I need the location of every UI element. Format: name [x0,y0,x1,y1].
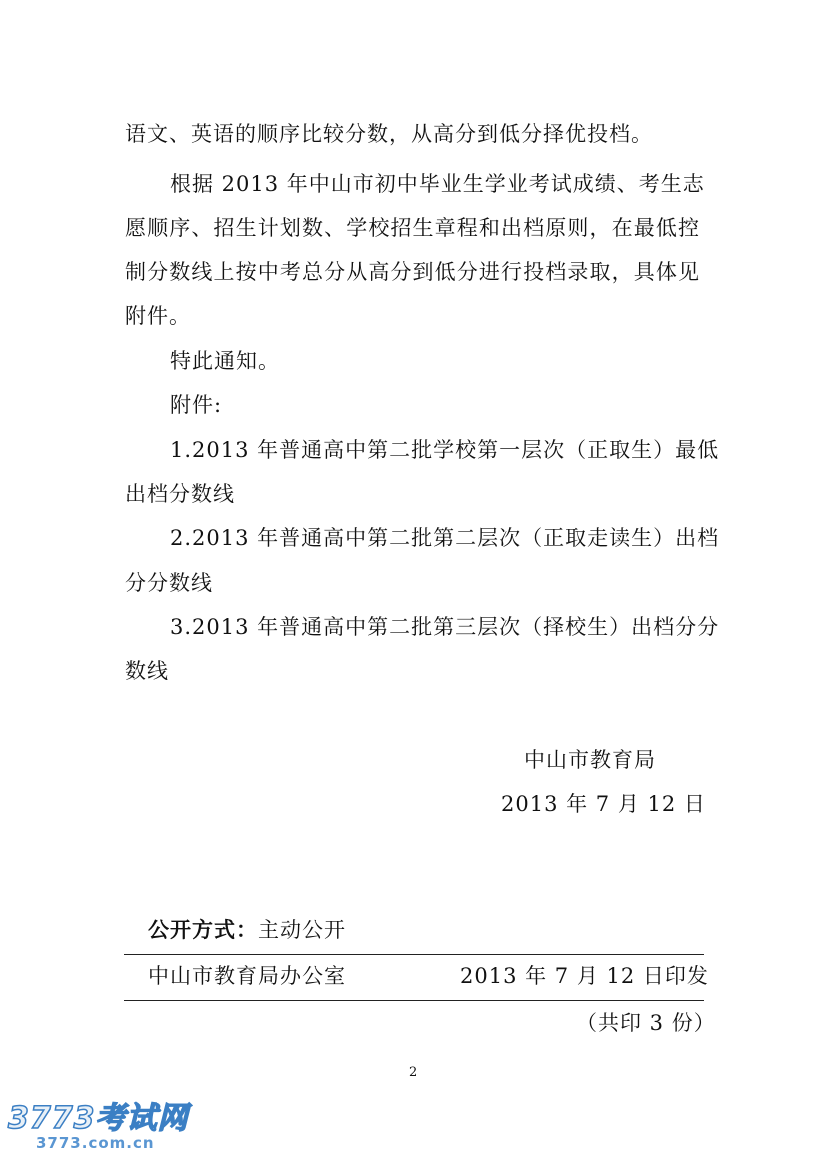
footer-divider-bottom [124,1000,704,1001]
attachment-item-continued: 出档分数线 [125,482,235,506]
disclosure-method [148,920,346,941]
paragraph-line: 根据 2013 年中山市初中毕业生学业考试成绩、考生志 [170,172,705,196]
page-number: 2 [409,1065,418,1080]
paragraph-line: 附件。 [125,304,191,328]
paragraph-line: 愿顺序、招生计划数、学校招生章程和出档原则，在最低控 [125,216,700,240]
footer-copies: （共印 3 份） [576,1011,716,1035]
watermark-url: 3773.com.cn [36,1134,155,1152]
attachment-heading: 附件: [170,393,223,417]
issue-date: 2013 年 7 月 12 日 [501,792,706,816]
paragraph-line: 制分数线上按中考总分从高分到低分进行投档录取，具体见 [125,260,700,284]
issuing-organization: 中山市教育局 [524,748,656,772]
attachment-item: 3.2013 年普通高中第二批第三层次（择校生）出档分分 [170,615,720,639]
footer-divider-top [124,954,704,955]
attachment-item: 2.2013 年普通高中第二批第二层次（正取走读生）出档 [170,526,720,550]
paragraph-line: 语文、英语的顺序比较分数，从高分到低分择优投档。 [125,122,653,146]
footer-print-date: 2013 年 7 月 12 日印发 [460,964,709,988]
attachment-item-continued: 数线 [125,659,169,683]
footer-issuer: 中山市教育局办公室 [148,964,346,988]
site-watermark-logo [8,1101,189,1156]
notice-closing: 特此通知。 [170,349,280,373]
watermark-logo-text: 3773考试网 [8,1101,189,1136]
attachment-item-continued: 分分数线 [125,571,213,595]
disclosure-value: 主动公开 [258,918,346,942]
attachment-item: 1.2013 年普通高中第二批学校第一层次（正取生）最低 [170,438,720,462]
disclosure-label: 公开方式： [148,918,258,942]
